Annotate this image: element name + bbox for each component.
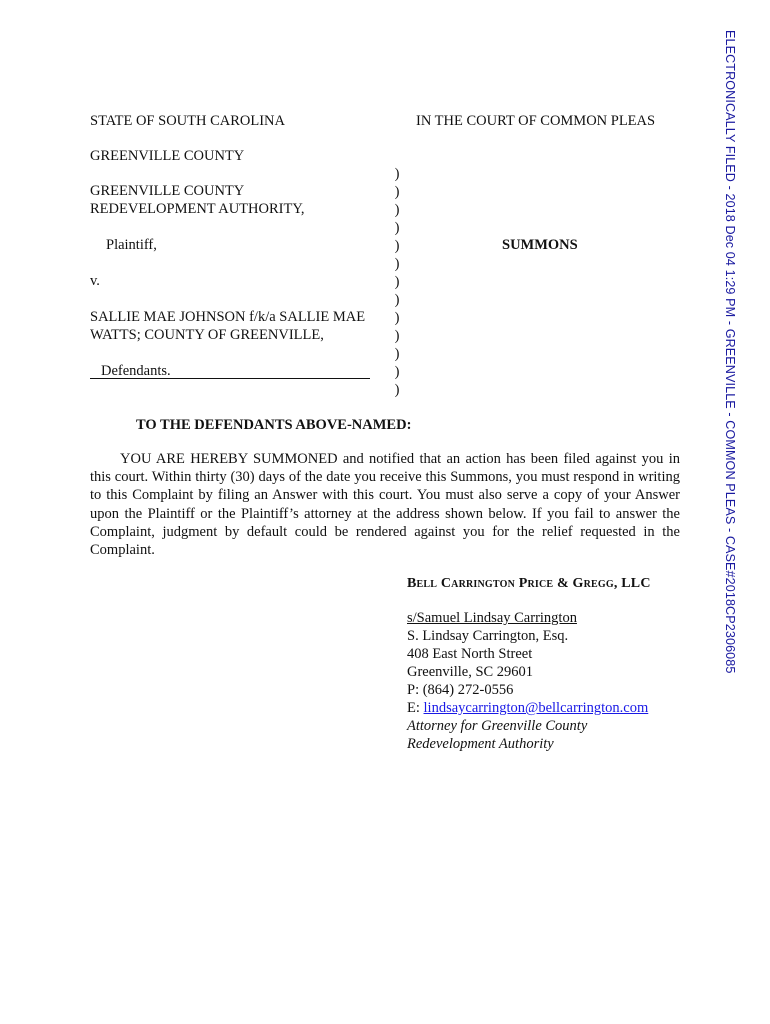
attorney-role-line1: Attorney for Greenville County xyxy=(407,718,588,734)
caption-paren: ) xyxy=(394,202,400,218)
plaintiff-name-line1: GREENVILLE COUNTY xyxy=(90,183,245,199)
state-heading: STATE OF SOUTH CAROLINA xyxy=(90,113,285,129)
caption-paren: ) xyxy=(394,346,400,362)
caption-paren: ) xyxy=(394,256,400,272)
caption-paren: ) xyxy=(394,166,400,182)
caption-underline xyxy=(90,378,370,379)
phone-number: P: (864) 272-0556 xyxy=(407,682,514,698)
address-heading: TO THE DEFENDANTS ABOVE-NAMED: xyxy=(136,417,412,433)
caption-paren: ) xyxy=(394,292,400,308)
electronic-signature: s/Samuel Lindsay Carrington xyxy=(407,610,577,626)
summons-body: YOU ARE HEREBY SUMMONED and notified that an action has been filed against you in this court. Within thirty (30) days of the date you receive this Summons, you must respond in writing to this Complaint by filing an Answer with this court. You must also serve a copy of your Answer upon the Plaintiff or the Plaintiff’s attorney at the address shown below. If you fail to answer the Complaint, judgment by default could be rendered against you for the relief requested in the Complaint. xyxy=(90,451,680,559)
attorney-role-line2: Redevelopment Authority xyxy=(407,736,554,752)
law-firm-name: Bell Carrington Price & Gregg, LLC xyxy=(407,576,651,591)
caption-paren: ) xyxy=(394,382,400,398)
defendant-name-line2: WATTS; COUNTY OF GREENVILLE, xyxy=(90,327,324,343)
email-prefix: E: xyxy=(407,700,424,716)
defendant-name-line1: SALLIE MAE JOHNSON f/k/a SALLIE MAE xyxy=(90,309,366,325)
versus: v. xyxy=(90,273,100,289)
caption-paren: ) xyxy=(394,274,400,290)
caption-paren: ) xyxy=(394,238,400,254)
county-heading: GREENVILLE COUNTY xyxy=(90,148,245,164)
email-link[interactable]: lindsaycarrington@bellcarrington.com xyxy=(423,700,649,716)
efiling-stamp: ELECTRONICALLY FILED - 2018 Dec 04 1:29 PM - GREENVILLE - COMMON PLEAS - CASE#2018CP2306085 xyxy=(723,30,737,674)
attorney-name: S. Lindsay Carrington, Esq. xyxy=(407,628,569,644)
street-address: 408 East North Street xyxy=(407,646,533,662)
plaintiff-role: Plaintiff, xyxy=(106,237,157,253)
caption-paren: ) xyxy=(394,184,400,200)
caption-paren: ) xyxy=(394,328,400,344)
document-title: SUMMONS xyxy=(502,237,578,253)
caption-paren: ) xyxy=(394,310,400,326)
city-state-zip: Greenville, SC 29601 xyxy=(407,664,534,680)
plaintiff-name-line2: REDEVELOPMENT AUTHORITY, xyxy=(90,201,305,217)
caption-paren: ) xyxy=(394,364,400,380)
email-line xyxy=(407,699,648,717)
defendant-role: Defendants. xyxy=(101,363,171,379)
caption-paren: ) xyxy=(394,220,400,236)
court-heading: IN THE COURT OF COMMON PLEAS xyxy=(416,113,656,129)
